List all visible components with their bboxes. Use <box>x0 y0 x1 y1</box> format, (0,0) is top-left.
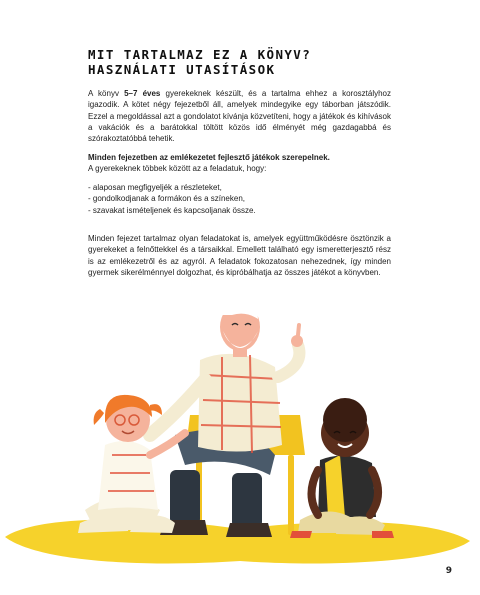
page-number: 9 <box>445 566 452 576</box>
section-intro <box>88 152 391 175</box>
list-item: - szavakat ismételjenek és kapcsoljanak össze. <box>88 205 256 215</box>
closing-paragraph: Minden fejezet tartalmaz olyan feladatokat is, amelyek együttműködésre ösztönzik a gyerekeket a felnőttekkel és a társaikkal. Emellett található egy ismeretterjesztő rész is az emlékezetről és az agyról. A feladatok fokozatosan nehezednek, így minden gyermek sikerélménnyel dolgozhat, és kipróbálhatja az összes játékot a könyvben. <box>88 234 391 277</box>
boy-figure <box>290 398 394 538</box>
intro-paragraph <box>88 88 391 144</box>
list-item: - alaposan megfigyeljék a részleteket, <box>88 183 222 192</box>
title-line-2: HASZNÁLATI UTASÍTÁSOK <box>88 62 276 77</box>
section-heading: Minden fejezetben az emlékezetet fejlesztő játékok szerepelnek. <box>88 153 330 162</box>
intro-prefix: A könyv <box>88 89 125 98</box>
page-title <box>88 47 408 77</box>
intro-age: 5–7 éves <box>124 89 161 98</box>
title-line-1: MIT TARTALMAZ EZ A KÖNYV? <box>88 47 312 62</box>
intro-rest: gyerekeknek készült, és a tartalma ehhez a korosztályhoz igazodik. A kötet négy fejezetből áll, amelyek mindegyike egy táborban játszódik. Ezzel a megoldással azt a gondolatot kívánja közvetíteni, hogy a játékok és kihívások a vakációk és a barátokkal töltött közös idő élményét még gazdagabbá és szórakoztatóbbá tehetik. <box>88 89 391 144</box>
list-item: - gondolkodjanak a formákon és a színeken, <box>88 194 245 204</box>
children-and-adult-illustration <box>0 305 480 575</box>
task-list <box>88 182 391 216</box>
section-lead: A gyerekeknek többek között az a feladatuk, hogy: <box>88 164 267 174</box>
